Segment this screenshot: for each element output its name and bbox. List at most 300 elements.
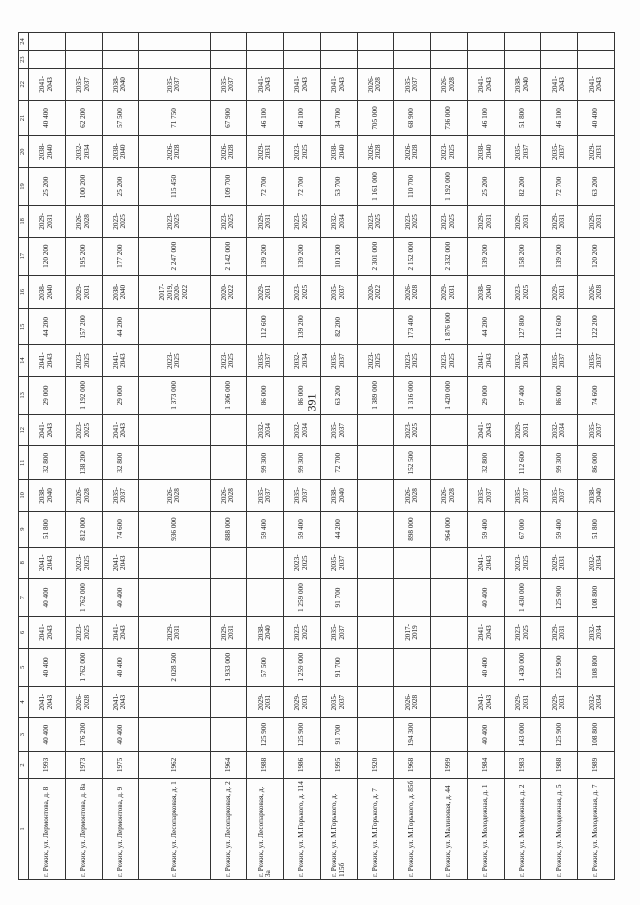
table-cell: 2023-2025 [357, 345, 394, 376]
column-header: 12 [19, 415, 29, 446]
table-cell: 2023-2025 [65, 617, 102, 648]
table-cell [357, 480, 394, 511]
table-cell: 2041-2043 [102, 415, 139, 446]
table-cell: 2035-2037 [65, 69, 102, 100]
table-cell: 2035-2037 [541, 345, 578, 376]
table-cell: 1920 [357, 751, 394, 778]
table-cell: 2023-2025 [210, 345, 247, 376]
table-cell [210, 446, 247, 480]
table-cell: 2023-2025 [394, 206, 431, 237]
table-cell: 82 200 [320, 309, 357, 345]
table-cell: 99 300 [541, 446, 578, 480]
address-cell: г. Режик, ул. М.Горького, д. 85б [394, 778, 431, 879]
table-row [284, 33, 321, 880]
table-cell: 2032-2034 [578, 686, 615, 717]
address-cell: г. Режик, ул. Молодежная, д. 2 [504, 778, 541, 879]
table-cell: 51 800 [29, 511, 66, 547]
table-row [102, 33, 139, 880]
column-header: 17 [19, 237, 29, 275]
table-cell: 2041-2043 [102, 686, 139, 717]
table-cell: 1 306 000 [210, 376, 247, 414]
table-cell: 2023-2025 [504, 547, 541, 578]
table-cell: 1988 [541, 751, 578, 778]
table-cell: 2029-2031 [541, 275, 578, 309]
table-cell: 40 400 [29, 100, 66, 136]
table-cell: 1968 [394, 751, 431, 778]
table-cell: 2026-2028 [431, 69, 468, 100]
column-header: 24 [19, 33, 29, 51]
table-cell: 44 200 [320, 511, 357, 547]
table-cell [357, 33, 394, 51]
table-cell [578, 51, 615, 69]
table-cell: 1 316 000 [394, 376, 431, 414]
rotated-table-container [18, 32, 615, 880]
table-cell: 40 400 [467, 578, 504, 616]
table-row [504, 33, 541, 880]
table-cell: 2041-2043 [467, 547, 504, 578]
table-cell [139, 718, 210, 752]
table-cell [357, 648, 394, 686]
table-cell: 99 300 [247, 446, 284, 480]
table-cell [541, 33, 578, 51]
table-cell: 1 420 000 [431, 376, 468, 414]
table-cell: 2035-2037 [578, 345, 615, 376]
table-cell: 2035-2037 [504, 136, 541, 167]
table-row [210, 33, 247, 880]
table-cell [394, 51, 431, 69]
table-cell: 2038-2040 [247, 617, 284, 648]
table-cell [431, 578, 468, 616]
table-row [247, 33, 284, 880]
table-cell: 71 750 [139, 100, 210, 136]
table-cell: 2038-2040 [467, 136, 504, 167]
table-cell: 2023-2025 [394, 345, 431, 376]
table-cell [29, 51, 66, 69]
table-cell: 2032-2034 [541, 415, 578, 446]
table-cell: 72 700 [541, 167, 578, 205]
table-cell: 2041-2043 [102, 617, 139, 648]
table-cell: 1 161 000 [357, 167, 394, 205]
table-cell: 1 933 000 [210, 648, 247, 686]
table-cell: 2029-2031 [578, 136, 615, 167]
table-cell: 2041-2043 [29, 345, 66, 376]
table-cell: 2023-2025 [431, 206, 468, 237]
table-cell: 2 142 000 [210, 237, 247, 275]
table-cell: 125 900 [284, 718, 321, 752]
table-cell: 29 000 [467, 376, 504, 414]
table-cell: 2035-2037 [320, 275, 357, 309]
table-cell: 1984 [467, 751, 504, 778]
address-cell: г. Режик, ул. Малиновая, д. 44 [431, 778, 468, 879]
table-cell: 51 800 [578, 511, 615, 547]
table-cell [210, 33, 247, 51]
table-cell: 2029-2031 [504, 206, 541, 237]
table-cell: 2023-2025 [210, 206, 247, 237]
table-cell: 125 900 [541, 718, 578, 752]
table-cell [357, 686, 394, 717]
column-header: 15 [19, 309, 29, 345]
table-cell: 2023-2025 [504, 275, 541, 309]
table-cell: 1 430 000 [504, 578, 541, 616]
table-cell: 2029-2031 [541, 206, 578, 237]
table-cell [139, 578, 210, 616]
address-cell: г. Режик, ул. Молодежная, д. 1 [467, 778, 504, 879]
table-cell: 705 000 [357, 100, 394, 136]
table-cell: 2038-2040 [29, 136, 66, 167]
table-cell: 2032-2034 [284, 415, 321, 446]
table-cell: 59 400 [284, 511, 321, 547]
address-cell: г. Режик, ул. Лермонтова, д. 8 [29, 778, 66, 879]
table-cell: 40 400 [102, 578, 139, 616]
table-cell: 139 200 [541, 237, 578, 275]
table-cell: 2 301 000 [357, 237, 394, 275]
table-cell: 936 000 [139, 511, 210, 547]
table-cell: 97 400 [504, 376, 541, 414]
table-cell: 127 800 [504, 309, 541, 345]
table-cell: 2035-2037 [284, 480, 321, 511]
table-cell: 115 450 [139, 167, 210, 205]
table-cell: 2026-2028 [394, 686, 431, 717]
table-cell: 2032-2034 [504, 345, 541, 376]
table-cell: 40 400 [102, 718, 139, 752]
table-cell: 2035-2037 [139, 69, 210, 100]
table-cell [320, 51, 357, 69]
table-cell: 2023-2025 [65, 547, 102, 578]
table-cell: 2023-2025 [65, 415, 102, 446]
table-cell [431, 648, 468, 686]
table-cell: 736 000 [431, 100, 468, 136]
table-cell: 2029-2031 [247, 206, 284, 237]
table-cell: 2026-2028 [578, 275, 615, 309]
column-header: 1 [19, 778, 29, 879]
table-cell: 125 900 [247, 718, 284, 752]
table-cell [320, 33, 357, 51]
table-cell: 59 400 [541, 511, 578, 547]
column-header: 18 [19, 206, 29, 237]
table-cell [210, 309, 247, 345]
column-header: 5 [19, 648, 29, 686]
table-cell: 2041-2043 [467, 617, 504, 648]
table-cell: 2041-2043 [467, 415, 504, 446]
table-cell [578, 33, 615, 51]
table-row [139, 33, 210, 880]
table-cell: 1 373 000 [139, 376, 210, 414]
table-cell: 100 200 [65, 167, 102, 205]
table-cell [210, 578, 247, 616]
table-cell: 2 028 500 [139, 648, 210, 686]
table-cell: 46 100 [247, 100, 284, 136]
table-cell: 59 400 [247, 511, 284, 547]
table-cell: 157 200 [65, 309, 102, 345]
table-cell [210, 547, 247, 578]
table-cell [431, 446, 468, 480]
table-row [394, 33, 431, 880]
table-cell: 29 000 [29, 376, 66, 414]
table-cell: 2035-2037 [210, 69, 247, 100]
table-cell: 138 200 [65, 446, 102, 480]
table-cell: 2023-2025 [394, 415, 431, 446]
table-cell [357, 51, 394, 69]
table-cell: 2029-2031 [210, 617, 247, 648]
table-cell: 2020-2022 [357, 275, 394, 309]
table-cell: 2035-2037 [320, 345, 357, 376]
table-cell: 1 259 000 [284, 648, 321, 686]
table-cell: 2029-2031 [504, 686, 541, 717]
table-cell: 2041-2043 [284, 69, 321, 100]
table-cell: 2035-2037 [320, 617, 357, 648]
table-cell: 86 000 [247, 376, 284, 414]
table-cell [357, 718, 394, 752]
table-cell [431, 33, 468, 51]
table-cell: 40 400 [102, 648, 139, 686]
table-cell: 32 800 [29, 446, 66, 480]
column-header: 4 [19, 686, 29, 717]
table-cell: 2029-2031 [139, 617, 210, 648]
table-cell: 2 247 000 [139, 237, 210, 275]
table-cell: 2041-2043 [467, 345, 504, 376]
table-cell: 158 200 [504, 237, 541, 275]
table-cell: 1 430 000 [504, 648, 541, 686]
table-cell [431, 686, 468, 717]
table-cell: 139 200 [467, 237, 504, 275]
table-cell: 2035-2037 [320, 547, 357, 578]
table-cell: 2020-2022 [210, 275, 247, 309]
table-cell: 86 000 [541, 376, 578, 414]
table-cell: 53 700 [320, 167, 357, 205]
page-number: 391 [304, 393, 319, 412]
table-cell: 1 762 000 [65, 648, 102, 686]
table-cell: 2023-2025 [284, 136, 321, 167]
table-cell [139, 415, 210, 446]
table-cell: 99 300 [284, 446, 321, 480]
address-cell: г. Режик, ул. Лермонтова, д. 8а [65, 778, 102, 879]
table-cell: 72 700 [284, 167, 321, 205]
table-cell: 68 900 [394, 100, 431, 136]
table-cell: 2026-2028 [394, 275, 431, 309]
table-cell: 2035-2037 [394, 69, 431, 100]
table-cell: 2023-2025 [284, 275, 321, 309]
table-cell: 112 600 [504, 446, 541, 480]
table-cell: 964 000 [431, 511, 468, 547]
table-cell: 40 400 [467, 648, 504, 686]
table-cell [139, 686, 210, 717]
column-header: 8 [19, 547, 29, 578]
table-cell [357, 446, 394, 480]
table-cell: 2041-2043 [29, 415, 66, 446]
table-cell: 2 152 000 [394, 237, 431, 275]
table-cell: 2026-2028 [357, 136, 394, 167]
table-cell: 2032-2034 [578, 617, 615, 648]
table-cell: 72 700 [247, 167, 284, 205]
table-cell: 2041-2043 [29, 547, 66, 578]
table-cell: 2035-2037 [320, 415, 357, 446]
table-cell: 1 192 000 [65, 376, 102, 414]
table-cell [247, 578, 284, 616]
address-cell: г. Режик, ул. М.Горького, д. 114 [284, 778, 321, 879]
table-cell: 139 200 [247, 237, 284, 275]
table-cell [357, 415, 394, 446]
table-cell: 2026-2028 [394, 136, 431, 167]
table-cell: 91 700 [320, 718, 357, 752]
table-cell: 1 762 000 [65, 578, 102, 616]
repair-schedule-table [18, 32, 615, 880]
table-cell [284, 51, 321, 69]
table-cell: 1962 [139, 751, 210, 778]
table-cell: 2023-2025 [504, 617, 541, 648]
table-cell: 40 400 [29, 718, 66, 752]
table-cell [431, 547, 468, 578]
column-header: 3 [19, 718, 29, 752]
column-header: 20 [19, 136, 29, 167]
table-cell: 34 700 [320, 100, 357, 136]
table-cell: 2038-2040 [320, 136, 357, 167]
table-cell: 1 389 000 [357, 376, 394, 414]
table-row [357, 33, 394, 880]
table-cell: 74 600 [102, 511, 139, 547]
table-cell: 108 800 [578, 718, 615, 752]
table-cell [431, 51, 468, 69]
table-cell: 2032-2034 [65, 136, 102, 167]
table-cell: 44 200 [467, 309, 504, 345]
table-cell [357, 511, 394, 547]
table-cell: 2023-2025 [431, 136, 468, 167]
address-cell: г. Режик, ул. М.Горького, д. 7 [357, 778, 394, 879]
table-cell: 91 700 [320, 578, 357, 616]
table-cell [210, 415, 247, 446]
table-row [467, 33, 504, 880]
table-cell: 2041-2043 [467, 69, 504, 100]
table-cell: 812 000 [65, 511, 102, 547]
table-cell: 2041-2043 [29, 69, 66, 100]
table-cell: 2035-2037 [504, 480, 541, 511]
table-cell: 32 800 [102, 446, 139, 480]
table-cell: 1975 [102, 751, 139, 778]
table-cell: 32 800 [467, 446, 504, 480]
table-cell: 2035-2037 [247, 480, 284, 511]
table-cell: 1 259 000 [284, 578, 321, 616]
table-cell: 112 600 [247, 309, 284, 345]
table-cell: 125 900 [541, 648, 578, 686]
table-cell: 2029-2031 [431, 275, 468, 309]
table-cell: 63 200 [320, 376, 357, 414]
table-cell [65, 33, 102, 51]
table-cell: 82 200 [504, 167, 541, 205]
column-header: 13 [19, 376, 29, 414]
table-cell: 40 400 [578, 100, 615, 136]
address-cell: г. Режик, ул. Лесопарковая, д. 3а [247, 778, 284, 879]
table-cell: 2029-2031 [578, 206, 615, 237]
table-cell: 122 200 [578, 309, 615, 345]
table-cell: 2 332 000 [431, 237, 468, 275]
table-cell: 2029-2031 [284, 686, 321, 717]
table-cell: 1995 [320, 751, 357, 778]
table-row [29, 33, 66, 880]
table-cell: 2026-2028 [65, 206, 102, 237]
table-row [541, 33, 578, 880]
column-header: 19 [19, 167, 29, 205]
table-cell: 2041-2043 [247, 69, 284, 100]
table-cell: 40 400 [29, 648, 66, 686]
table-cell: 2023-2025 [284, 206, 321, 237]
table-cell: 173 400 [394, 309, 431, 345]
table-cell: 2038-2040 [102, 136, 139, 167]
table-cell: 40 400 [467, 718, 504, 752]
table-cell: 25 200 [29, 167, 66, 205]
table-cell: 2035-2037 [102, 480, 139, 511]
address-cell: г. Режик, ул. Молодежная, д. 7 [578, 778, 615, 879]
table-cell: 86 000 [578, 446, 615, 480]
table-cell: 2041-2043 [102, 547, 139, 578]
table-cell: 2041-2043 [578, 69, 615, 100]
table-cell [29, 33, 66, 51]
table-cell: 46 100 [467, 100, 504, 136]
table-cell: 1973 [65, 751, 102, 778]
table-cell [139, 51, 210, 69]
table-cell: 51 800 [504, 100, 541, 136]
column-header: 2 [19, 751, 29, 778]
table-cell [139, 309, 210, 345]
column-header: 10 [19, 480, 29, 511]
table-cell [102, 33, 139, 51]
table-cell: 120 200 [578, 237, 615, 275]
table-cell: 2041-2043 [541, 69, 578, 100]
table-cell: 2029-2031 [65, 275, 102, 309]
table-cell: 2023-2025 [431, 345, 468, 376]
table-cell: 2035-2037 [320, 686, 357, 717]
table-cell: 109 700 [210, 167, 247, 205]
table-cell: 72 700 [320, 446, 357, 480]
table-cell: 29 000 [102, 376, 139, 414]
table-cell: 67 900 [210, 100, 247, 136]
table-row [578, 33, 615, 880]
table-cell: 2023-2025 [139, 345, 210, 376]
table-row [65, 33, 102, 880]
address-cell: г. Режик, ул. Лесопарковая, д. 2 [210, 778, 247, 879]
table-cell: 110 700 [394, 167, 431, 205]
table-cell [247, 33, 284, 51]
table-cell: 2026-2028 [431, 480, 468, 511]
table-cell: 2038-2040 [29, 275, 66, 309]
table-cell [102, 51, 139, 69]
table-cell [210, 51, 247, 69]
table-cell: 67 000 [504, 511, 541, 547]
table-cell: 2029-2031 [541, 547, 578, 578]
table-cell: 74 600 [578, 376, 615, 414]
table-cell [431, 617, 468, 648]
table-cell: 2023-2025 [357, 206, 394, 237]
table-cell: 2029-2031 [504, 415, 541, 446]
table-cell [467, 51, 504, 69]
table-cell: 2026-2028 [394, 480, 431, 511]
table-cell: 25 200 [102, 167, 139, 205]
table-cell: 2038-2040 [320, 480, 357, 511]
table-cell: 2029-2031 [541, 617, 578, 648]
table-cell: 1 192 000 [431, 167, 468, 205]
column-header: 14 [19, 345, 29, 376]
table-cell [247, 547, 284, 578]
column-header: 6 [19, 617, 29, 648]
table-cell: 101 200 [320, 237, 357, 275]
table-cell: 2032-2034 [578, 547, 615, 578]
table-cell: 2023-2025 [65, 345, 102, 376]
table-row [320, 33, 357, 880]
table-cell [210, 718, 247, 752]
table-cell: 125 900 [541, 578, 578, 616]
table-cell: 2029-2031 [467, 206, 504, 237]
table-cell: 2041-2043 [29, 686, 66, 717]
table-cell: 2029-2031 [247, 686, 284, 717]
table-cell: 2017-2019, 2020-2022 [139, 275, 210, 309]
